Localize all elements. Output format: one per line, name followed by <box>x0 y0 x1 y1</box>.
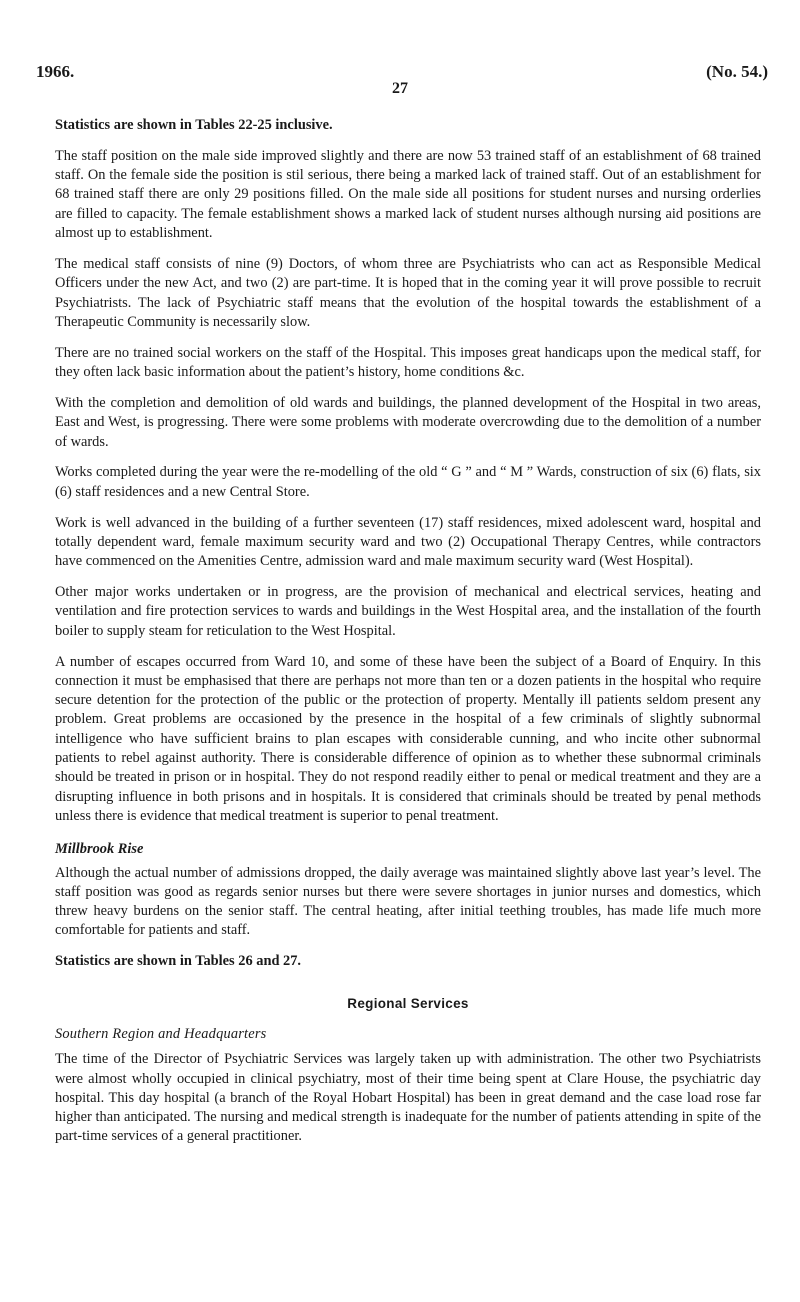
paragraph: Although the actual number of admissions dropped, the daily average was maintained slightly above last year’s level. The staff position was good as regards senior nurses but there were severe shortages in junior nurses and domestics, which threw heavy burdens on the senior staff. The central heating, after initial teething troubles, has made life much more comfortable for patients and staff. <box>55 864 761 939</box>
paragraph: Statistics are shown in Tables 22-25 inclusive. <box>55 117 333 133</box>
section-heading-millbrook: Millbrook Rise <box>55 841 144 858</box>
header-document-number: (No. 54.) <box>706 62 768 81</box>
paragraph: The time of the Director of Psychiatric Services was largely taken up with administration. The other two Psychiatrists were almost wholly occupied in clinical psychiatry, most of their time being spent at Clare House, the psychiatric day hospital. This day hospital (a branch of the Royal Hobart Hospital) has been in great demand and the case load rose far higher than anticipated. The nursing and medical strength is inadequate for the number of patients attending in spite of the part-time services of a general practitioner. <box>55 1051 761 1145</box>
paragraph: Work is well advanced in the building of a further seventeen (17) staff residences, mixed adolescent ward, hospital and totally dependent ward, female maximum security ward and two (2) Occupational Therapy Centres, while contractors have commenced on the Amenities Centre, admission ward and male maximum security ward (West Hospital). <box>55 514 761 570</box>
paragraph: Statistics are shown in Tables 26 and 27. <box>55 953 302 970</box>
paragraph: Other major works undertaken or in progress, are the provision of mechanical and electrical services, heating and ventilation and fire protection services to wards and buildings in the West Hospital area, and the installation of the fourth boiler to supply steam for reticulation to the West Hospital. <box>55 584 761 639</box>
header-year: 1966. <box>36 62 75 81</box>
paragraph: With the completion and demolition of old wards and buildings, the planned development of the Hospital in two areas, East and West, is progressing. There were some problems with moderate overcrowding due to the demolition of a number of wards. <box>55 394 761 450</box>
paragraph: The staff position on the male side improved slightly and there are now 53 trained staff of an establishment of 68 trained staff. On the female side the position is stil serious, there being a marked lack of trained staff. Out of an establishment for 68 trained staff there are only 29 positions filled. On the male side all positions for student nurses and nursing orderlies are filled to capacity. The female establishment shows a marked lack of student nurses although nursing aid positions are almost up to establishment. <box>55 147 761 242</box>
page-number: 27 <box>392 80 408 97</box>
paragraph: Works completed during the year were the re-modelling of the old “ G ” and “ M ” Wards, construction of six (6) flats, six (6) staff residences and a new Central Store. <box>55 464 761 500</box>
body-text <box>55 116 761 1158</box>
paragraph: There are no trained social workers on the staff of the Hospital. This imposes great handicaps upon the medical staff, for they often lack basic information about the patient’s history, home conditions &c. <box>55 344 761 381</box>
section-heading-regional: Regional Services <box>347 995 469 1011</box>
paragraph: A number of escapes occurred from Ward 10, and some of these have been the subject of a Board of Enquiry. In this connection it must be emphasised that there are perhaps not more than ten or a dozen patients in the hospital who require secure detention for the protection of the public or the protection of property. Mentally ill patients seldom present any problem. Great problems are occasioned by the presence in the hospital of a few criminals of slightly subnormal intelligence who have sufficient brains to plan escapes with considerable cunning, and who incite other subnormal patients to rebel against authority. There is considerable difference of opinion as to whether these subnormal criminals should be treated in prison or in hospital. They do not respond readily either to penal or medical treatment and they are a disrupting influence in both prisons and in hospitals. It is considered that criminals should be treated by penal methods unless there is evidence that medical treatment is superior to penal treatment. <box>55 653 761 824</box>
paragraph: The medical staff consists of nine (9) Doctors, of whom three are Psychiatrists who can act as Responsible Medical Officers under the new Act, and two (2) are part-time. It is hoped that in the coming year it will prove possible to recruit Psychiatrists. The lack of Psychiatric staff means that the evolution of the hospital towards the establishment of a Therapeutic Community is necessarily slow. <box>55 255 761 330</box>
subsection-heading-southern: Southern Region and Headquarters <box>55 1025 267 1042</box>
